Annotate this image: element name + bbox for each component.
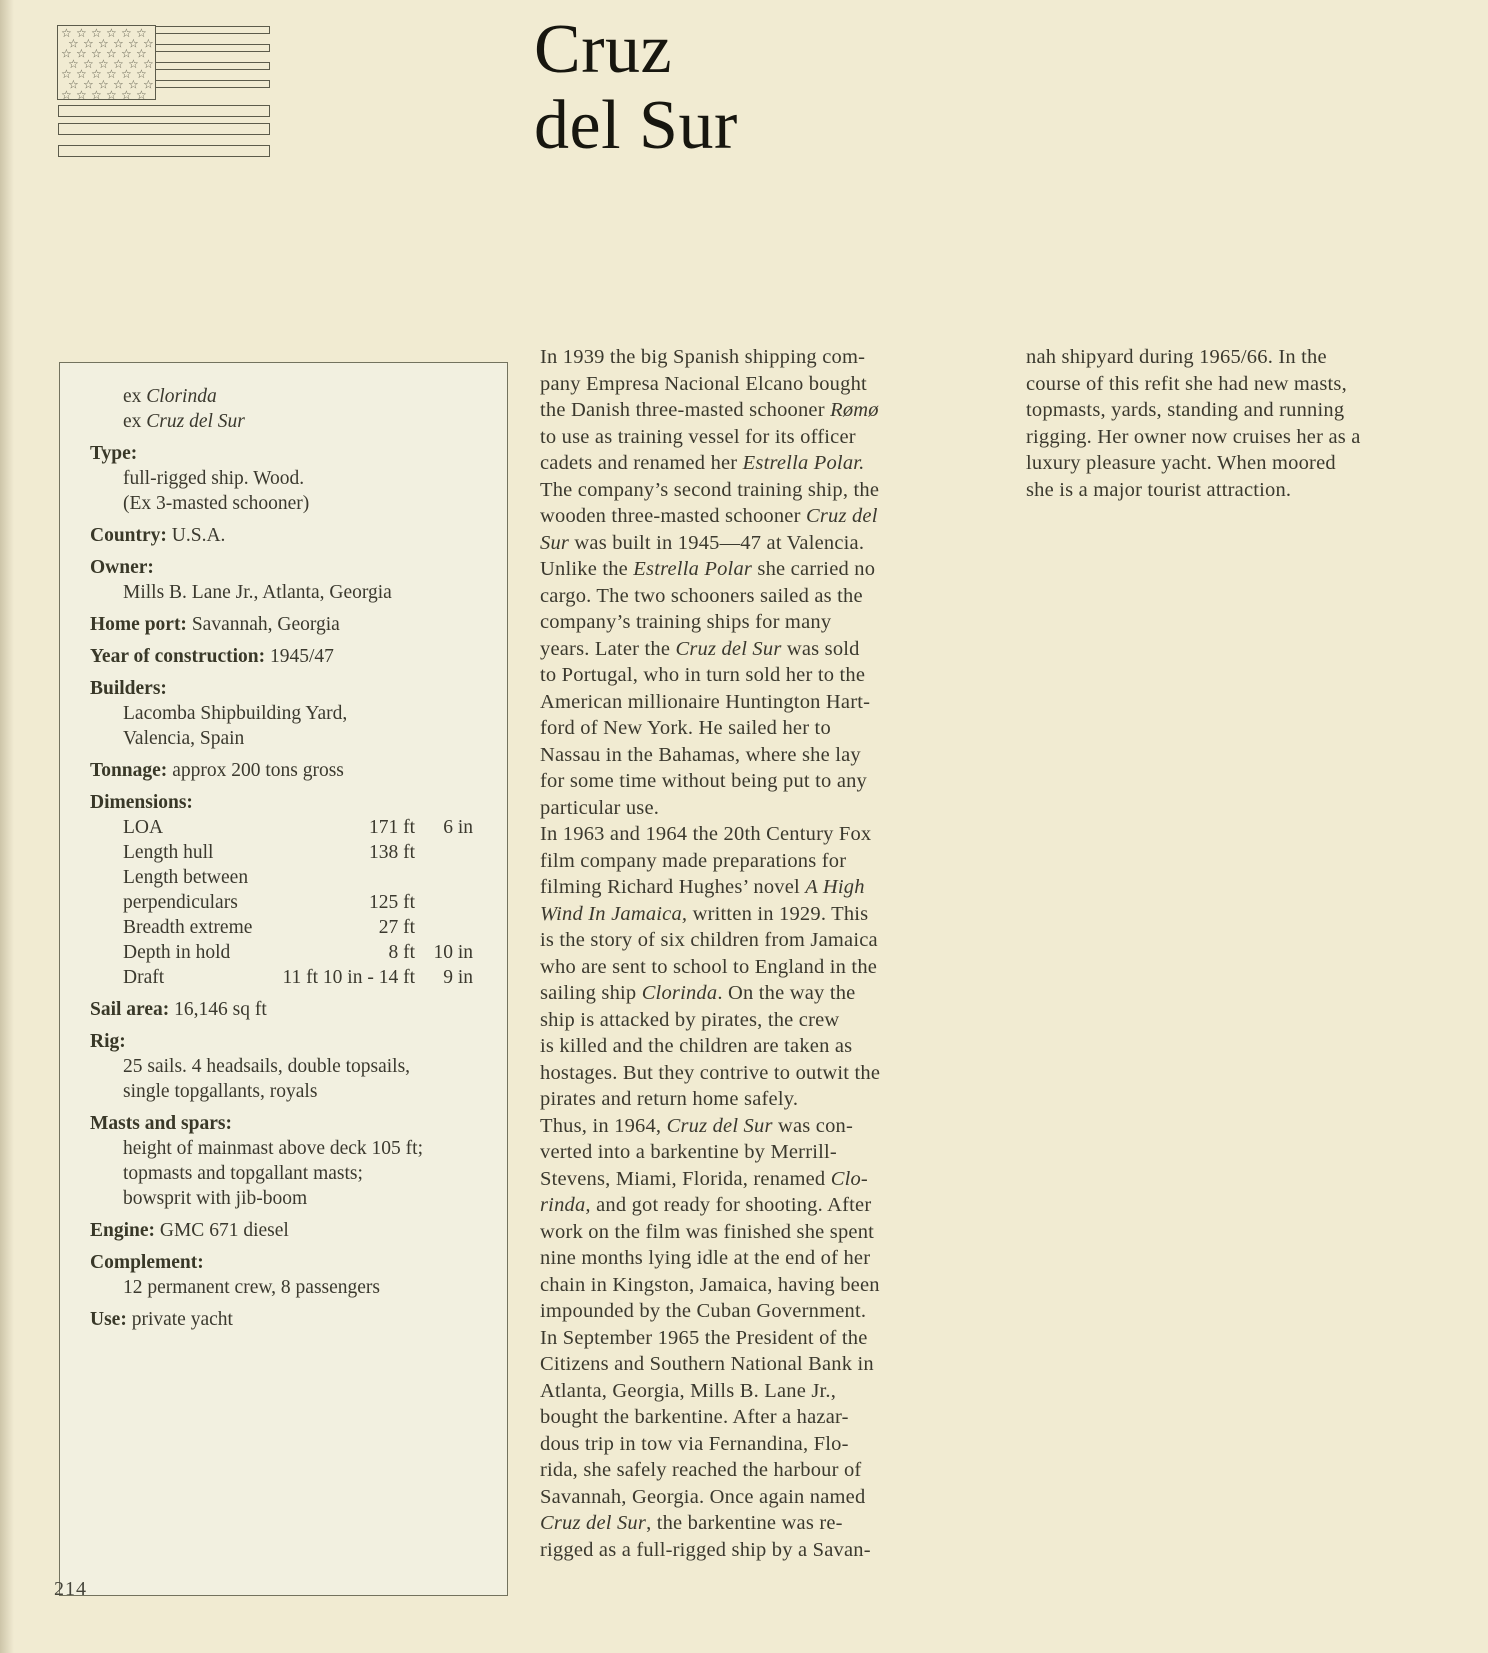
- ship-name-italic: Estrella Polar: [633, 558, 753, 580]
- spec-field-value-line: single topgallants, royals: [123, 1081, 318, 1102]
- text-run: impounded by the Cuban Government.: [540, 1300, 867, 1322]
- article-column-2: [1026, 344, 1426, 503]
- ship-name-italic: Wind In Jamaica,: [540, 902, 688, 925]
- spec-box: [59, 362, 508, 1596]
- text-line: [540, 742, 990, 769]
- spec-field-value-line: bowsprit with jib-boom: [123, 1188, 308, 1209]
- star-icon: ☆: [83, 36, 94, 51]
- text-run: written in 1929. This: [687, 902, 869, 925]
- text-line: [540, 1219, 990, 1246]
- text-line: [540, 848, 990, 875]
- spec-entry: [90, 523, 473, 548]
- text-line: [540, 636, 990, 663]
- star-icon: ☆: [128, 56, 139, 71]
- former-name-prefix: ex: [123, 411, 147, 432]
- dimension-inches-value: 10 in: [433, 942, 473, 963]
- text-line: [540, 1457, 990, 1484]
- star-icon: ☆: [83, 77, 94, 92]
- text-line: [540, 1272, 990, 1299]
- spec-field-label: Type:: [90, 443, 138, 464]
- ship-name-italic: Estrella Polar.: [742, 452, 865, 474]
- text-run: pany Empresa Nacional Elcano bought: [540, 372, 867, 395]
- text-line: [540, 503, 990, 530]
- ship-name-italic: Clorinda: [641, 982, 718, 1004]
- spec-field-value: private yacht: [131, 1309, 233, 1330]
- dimension-label: perpendiculars: [123, 892, 238, 913]
- star-icon: ☆: [98, 36, 109, 51]
- text-run: Nassau in the Bahamas, where she lay: [540, 743, 861, 766]
- dimension-inches-value: [415, 915, 473, 940]
- dimension-feet-value: 11 ft 10 in - 14 ft: [282, 967, 415, 988]
- text-run: bought the barkentine. After a hazar-: [540, 1406, 849, 1428]
- dimension-feet-value: 8 ft: [388, 942, 415, 963]
- spec-entry: [90, 1307, 473, 1332]
- former-name-line: [123, 409, 473, 434]
- spec-field-label: Builders:: [90, 678, 167, 699]
- text-line: [540, 1245, 990, 1272]
- spec-field-value: 16,146 sq ft: [174, 999, 267, 1020]
- star-icon: ☆: [98, 56, 109, 71]
- text-line: [1026, 477, 1426, 504]
- star-icon: ☆: [98, 77, 109, 92]
- text-line: [540, 530, 990, 557]
- star-icon: ☆: [76, 46, 87, 61]
- spec-field-value-line: Lacomba Shipbuilding Yard,: [123, 703, 348, 724]
- dimension-row: [123, 815, 473, 840]
- text-line: [540, 927, 990, 954]
- star-icon: ☆: [91, 46, 102, 61]
- page-title-line1: Cruz: [534, 11, 673, 88]
- dimension-feet-value: 138 ft: [368, 842, 415, 863]
- star-icon: ☆: [143, 56, 154, 71]
- star-icon: ☆: [121, 46, 132, 61]
- star-icon: ☆: [76, 67, 87, 82]
- text-line: [540, 1351, 990, 1378]
- star-icon: ☆: [106, 26, 117, 40]
- spec-entry: [90, 1111, 473, 1211]
- text-run: cadets and renamed her: [540, 452, 743, 474]
- spec-field-value: Savannah, Georgia: [191, 614, 340, 635]
- text-run: to use as training vessel for its officer: [540, 425, 856, 448]
- star-icon: ☆: [121, 26, 132, 40]
- text-run: The company’s second training ship, the: [540, 478, 880, 501]
- text-run: In 1939 the big Spanish shipping com-: [540, 346, 866, 368]
- text-run: rida, she safely reached the harbour of: [540, 1459, 862, 1481]
- spec-field-label: Complement:: [90, 1252, 204, 1273]
- spec-field-value: 1945/47: [270, 646, 334, 667]
- star-icon: ☆: [61, 67, 72, 82]
- text-line: [540, 768, 990, 795]
- text-run: she is a major tourist attraction.: [1026, 478, 1292, 501]
- text-line: [540, 1510, 990, 1537]
- text-line: [540, 1192, 990, 1219]
- text-run: Thus, in 1964,: [540, 1114, 667, 1137]
- text-line: [540, 1113, 990, 1140]
- star-icon: ☆: [61, 87, 72, 102]
- text-line: [540, 1166, 990, 1193]
- dimension-feet-value: 27 ft: [378, 917, 415, 938]
- spec-entry: [90, 1250, 473, 1300]
- ship-name-italic: Clo-: [830, 1167, 868, 1190]
- text-run: nine months lying idle at the end of her: [540, 1247, 871, 1269]
- text-run: the Danish three-masted schooner: [540, 399, 831, 421]
- spec-field-value-line: Valencia, Spain: [123, 728, 245, 749]
- dimension-row: [123, 940, 473, 965]
- text-run: ford of New York. He sailed her to: [540, 717, 831, 739]
- text-line: [540, 609, 990, 636]
- dimension-inches-value: 6 in: [443, 817, 473, 838]
- text-line: [540, 1431, 990, 1458]
- dimension-feet-value: 125 ft: [368, 892, 415, 913]
- spec-field-label: Owner:: [90, 557, 154, 578]
- spec-field-value-line: (Ex 3-masted schooner): [123, 493, 310, 514]
- spec-field-label: Engine:: [90, 1220, 156, 1241]
- text-run: In 1963 and 1964 the 20th Century Fox: [540, 823, 872, 845]
- spec-entry: [90, 555, 473, 605]
- spec-field-label: Use:: [90, 1309, 127, 1330]
- text-run: filming Richard Hughes’ novel: [540, 876, 806, 898]
- text-run: Stevens, Miami, Florida, renamed: [540, 1167, 831, 1190]
- text-line: [540, 980, 990, 1007]
- text-run: American millionaire Huntington Hart-: [540, 690, 871, 713]
- star-icon: ☆: [113, 56, 124, 71]
- text-line: [540, 821, 990, 848]
- text-run: topmasts, yards, standing and running: [1026, 399, 1345, 421]
- ship-name-italic: Cruz del: [805, 505, 878, 527]
- spec-entry: [90, 676, 473, 751]
- text-line: [540, 1139, 990, 1166]
- text-run: Unlike the: [540, 558, 634, 580]
- star-icon: ☆: [76, 26, 87, 40]
- dimension-label: Draft: [123, 967, 165, 988]
- spec-entry: [90, 612, 473, 637]
- star-icon: ☆: [91, 87, 102, 102]
- ship-name-italic: A High: [805, 876, 865, 898]
- star-icon: ☆: [113, 36, 124, 51]
- former-ship-name: Clorinda: [146, 386, 217, 407]
- flag-stripe-short: [156, 63, 270, 70]
- dimension-feet-value: 171 ft: [368, 817, 415, 838]
- text-run: wooden three-masted schooner: [540, 505, 806, 527]
- spec-field-value-line: height of mainmast above deck 105 ft;: [123, 1138, 424, 1159]
- us-flag-icon: [57, 25, 271, 159]
- star-icon: ☆: [68, 36, 79, 51]
- text-line: [540, 689, 990, 716]
- dimension-row: [123, 915, 473, 940]
- text-run: Savannah, Georgia. Once again named: [540, 1485, 866, 1508]
- ship-name-italic: Cruz del Sur: [666, 1114, 773, 1137]
- text-run: rigging. Her owner now cruises her as a: [1026, 425, 1361, 448]
- text-run: to Portugal, who in turn sold her to the: [540, 664, 866, 686]
- text-line: [540, 1404, 990, 1431]
- text-run: cargo. The two schooners sailed as the: [540, 584, 863, 607]
- text-run: verted into a barkentine by Merrill-: [540, 1141, 837, 1163]
- article-column-1: [540, 344, 990, 1563]
- star-icon: ☆: [76, 87, 87, 102]
- text-run: years. Later the: [540, 637, 676, 660]
- star-icon: ☆: [136, 67, 147, 82]
- spec-field-label: Year of construction:: [90, 646, 266, 667]
- text-line: [540, 1060, 990, 1087]
- ship-name-italic: Sur: [540, 531, 570, 554]
- star-icon: ☆: [68, 56, 79, 71]
- text-line: [540, 450, 990, 477]
- spec-entry: [90, 441, 473, 516]
- star-icon: ☆: [91, 67, 102, 82]
- spec-field-value-line: full-rigged ship. Wood.: [123, 468, 305, 489]
- text-line: [540, 556, 990, 583]
- star-icon: ☆: [106, 46, 117, 61]
- spec-field-label: Rig:: [90, 1031, 126, 1052]
- text-run: luxury pleasure yacht. When moored: [1026, 452, 1336, 474]
- text-run: was built in 1945—47 at Valencia.: [569, 531, 865, 554]
- spec-field-value-line: 12 permanent crew, 8 passengers: [123, 1277, 381, 1298]
- text-run: sailing ship: [540, 982, 642, 1004]
- text-run: is killed and the children are taken as: [540, 1035, 853, 1057]
- spec-field-label: Country:: [90, 525, 167, 546]
- spec-field-label: Dimensions:: [90, 792, 193, 813]
- star-icon: ☆: [143, 77, 154, 92]
- spec-field-value-line: 25 sails. 4 headsails, double topsails,: [123, 1056, 411, 1077]
- text-line: [540, 874, 990, 901]
- star-icon: ☆: [136, 26, 147, 40]
- spec-field-value-line: Mills B. Lane Jr., Atlanta, Georgia: [123, 582, 392, 603]
- text-run: Atlanta, Georgia, Mills B. Lane Jr.,: [540, 1379, 837, 1402]
- text-run: film company made preparations for: [540, 849, 847, 872]
- flag-stripe-short: [156, 45, 270, 52]
- flag-stripe-long: [59, 124, 270, 135]
- page-number: 214: [54, 1578, 87, 1600]
- text-run: was con-: [772, 1114, 853, 1137]
- star-icon: ☆: [68, 77, 79, 92]
- former-ship-name: Cruz del Sur: [146, 411, 245, 432]
- spec-entries: [90, 384, 473, 1332]
- dimension-row: [123, 965, 473, 990]
- page-title: [534, 12, 738, 164]
- text-line: [540, 795, 990, 822]
- dimension-row: [123, 890, 473, 915]
- dimension-row: [123, 840, 473, 865]
- star-icon: ☆: [128, 77, 139, 92]
- text-line: [540, 1298, 990, 1325]
- star-icon: ☆: [136, 87, 147, 102]
- text-line: [540, 662, 990, 689]
- spec-field-value-line: topmasts and topgallant masts;: [123, 1163, 363, 1184]
- text-line: [540, 1086, 990, 1113]
- dimension-inches-value: [415, 865, 473, 890]
- text-line: [540, 1378, 990, 1405]
- text-line: [540, 1484, 990, 1511]
- text-run: , the barkentine was re-: [646, 1512, 843, 1534]
- spec-entry: [90, 997, 473, 1022]
- flag-stars: [61, 26, 154, 102]
- dimension-label: LOA: [123, 817, 164, 838]
- former-name-prefix: ex: [123, 386, 147, 407]
- spec-entry: [90, 790, 473, 990]
- text-run: was sold: [781, 637, 860, 660]
- text-line: [540, 901, 990, 928]
- star-icon: ☆: [83, 56, 94, 71]
- text-line: [540, 344, 990, 371]
- star-icon: ☆: [106, 87, 117, 102]
- flag-stripe-long: [59, 106, 270, 117]
- text-line: [540, 1007, 990, 1034]
- text-run: course of this refit she had new masts,: [1026, 372, 1347, 395]
- ship-name-italic: Rømø: [830, 399, 879, 421]
- spec-entry: [90, 1218, 473, 1243]
- spec-field-value: U.S.A.: [171, 525, 226, 546]
- dimension-row: [123, 865, 473, 890]
- text-line: [540, 477, 990, 504]
- text-run: hostages. But they contrive to outwit the: [540, 1061, 881, 1084]
- dimension-label: Breadth extreme: [123, 917, 253, 938]
- text-run: who are sent to school to England in the: [540, 955, 878, 978]
- spec-entry: [90, 758, 473, 783]
- star-icon: ☆: [61, 26, 72, 40]
- text-run: is the story of six children from Jamaica: [540, 929, 878, 951]
- text-run: chain in Kingston, Jamaica, having been: [540, 1273, 880, 1296]
- us-flag-illustration: [57, 25, 271, 159]
- text-line: [1026, 450, 1426, 477]
- text-line: [540, 371, 990, 398]
- text-line: [1026, 424, 1426, 451]
- text-line: [540, 424, 990, 451]
- text-run: particular use.: [540, 796, 660, 819]
- text-line: [540, 1033, 990, 1060]
- page-title-line2: del Sur: [534, 87, 738, 164]
- text-run: company’s training ships for many: [540, 611, 832, 633]
- text-line: [540, 715, 990, 742]
- star-icon: ☆: [61, 46, 72, 61]
- star-icon: ☆: [106, 67, 117, 82]
- text-run: pirates and return home safely.: [540, 1088, 799, 1110]
- text-run: and got ready for shooting. After: [590, 1194, 872, 1216]
- spec-field-value: approx 200 tons gross: [172, 760, 344, 781]
- flag-stripe-short: [156, 81, 270, 88]
- text-run: nah shipyard during 1965/66. In the: [1026, 346, 1327, 368]
- text-run: rigged as a full-rigged ship by a Savan-: [540, 1538, 871, 1561]
- star-icon: ☆: [113, 77, 124, 92]
- spec-field-label: Masts and spars:: [90, 1113, 232, 1134]
- spec-field-label: Sail area:: [90, 999, 170, 1020]
- star-icon: ☆: [128, 36, 139, 51]
- former-name-line: [123, 384, 473, 409]
- text-run: . On the way the: [717, 982, 856, 1004]
- star-icon: ☆: [91, 26, 102, 40]
- text-line: [540, 1325, 990, 1352]
- text-line: [540, 1537, 990, 1564]
- text-line: [1026, 371, 1426, 398]
- dimension-inches-value: 9 in: [443, 967, 473, 988]
- text-line: [1026, 344, 1426, 371]
- scan-shadow-edge: [0, 0, 14, 1653]
- text-run: for some time without being put to any: [540, 770, 868, 792]
- text-line: [540, 954, 990, 981]
- spec-field-label: Home port:: [90, 614, 187, 635]
- text-run: In September 1965 the President of the: [540, 1326, 868, 1349]
- spec-field-label: Tonnage:: [90, 760, 168, 781]
- text-run: Citizens and Southern National Bank in: [540, 1353, 874, 1375]
- ship-name-italic: Cruz del Sur: [540, 1512, 647, 1534]
- text-run: ship is attacked by pirates, the crew: [540, 1008, 840, 1031]
- text-line: [540, 397, 990, 424]
- flag-stripe-long: [59, 146, 270, 157]
- star-icon: ☆: [143, 36, 154, 51]
- spec-entry: [90, 644, 473, 669]
- dimension-inches-value: [415, 890, 473, 915]
- dimension-label: Length hull: [123, 842, 214, 863]
- spec-entry: [90, 1029, 473, 1104]
- text-line: [1026, 397, 1426, 424]
- star-icon: ☆: [121, 67, 132, 82]
- text-run: she carried no: [752, 558, 876, 580]
- dimension-label: Depth in hold: [123, 942, 231, 963]
- spec-field-value: GMC 671 diesel: [159, 1220, 289, 1241]
- ship-name-italic: Cruz del Sur: [675, 637, 782, 660]
- flag-stripe-short: [156, 27, 270, 34]
- spec-entry: [90, 384, 473, 434]
- dimension-label: Length between: [123, 867, 249, 888]
- text-run: work on the film was finished she spent: [540, 1220, 875, 1243]
- dimension-inches-value: [415, 840, 473, 865]
- text-line: [540, 583, 990, 610]
- text-run: dous trip in tow via Fernandina, Flo-: [540, 1432, 849, 1455]
- star-icon: ☆: [136, 46, 147, 61]
- dimensions-table: [123, 815, 473, 990]
- star-icon: ☆: [121, 87, 132, 102]
- ship-name-italic: rinda,: [540, 1194, 591, 1216]
